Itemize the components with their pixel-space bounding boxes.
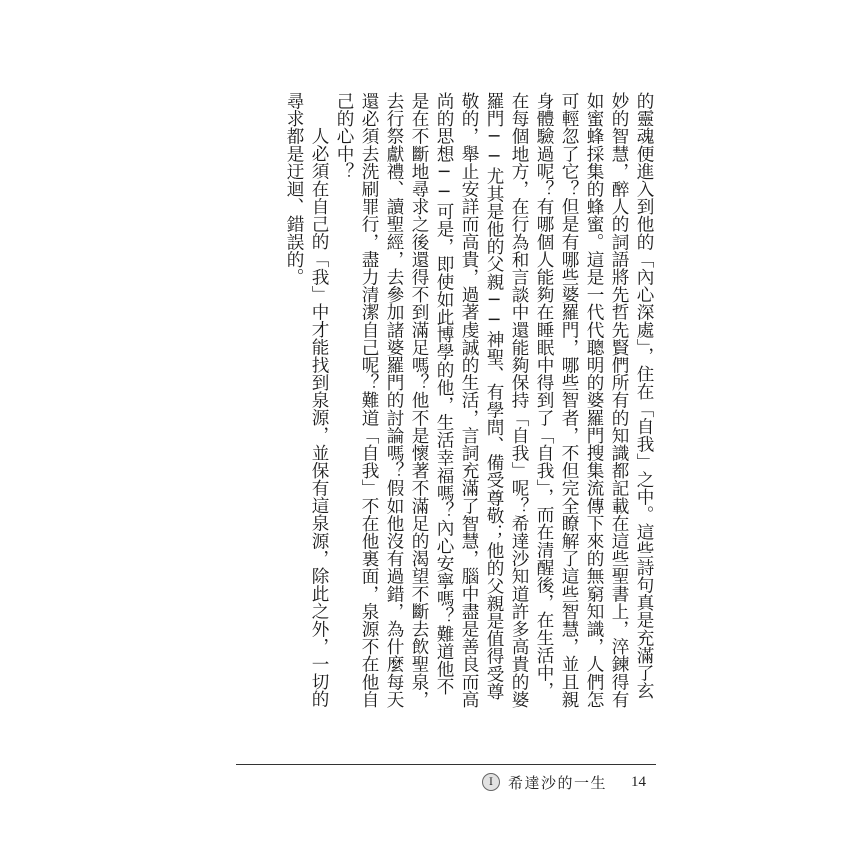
page-number: 14 [631, 773, 647, 790]
paragraph-2: 人必須在自己的「我」中才能找到泉源，並保有這泉源，除此之外，一切的尋求都是迂迴、錯誤的。 [284, 92, 329, 708]
chapter-title: 希達沙的一生 [508, 773, 608, 792]
chapter-badge: I [482, 773, 500, 791]
paragraph-1: 的靈魂便進入到他的「內心深處」，住在「自我」之中。這些詩句真是充滿了玄妙的智慧，醉人的詞語將先哲先賢們所有的知識都記載在這些聖書上，淬鍊得有如蜜蜂採集的蜂蜜。這是一代代聰明的婆羅門搜集流傳下來的無窮知識，人們怎可輕忽了它？但是有哪些婆羅門，哪些智者，不但完全瞭解了這些智慧，並且親身體驗過呢？有哪個人能夠在睡眠中得到了「自我」，而在清醒後，在生活中，在每個地方，在行為和言談中還能夠保持「自我」呢？希達沙知道許多高貴的婆羅門──尤其是他的父親──神聖、有學問、備受尊敬；他的父親是值得受尊敬的，舉止安詳而高貴，過著虔誠的生活，言詞充滿了智慧，腦中盡是善良而高尚的思想──可是，即使如此博學的他，生活幸福嗎？內心安寧嗎？難道他不是在不斷地尋求之後還得不到滿足嗎？他不是懷著不滿足的渴望不斷去飲聖泉，去行祭獻禮、讀聖經，去參加諸婆羅門的討論嗎？假如他沒有過錯，為什麼每天還必須去洗刷罪行，盡力清潔自己呢？難道「自我」不在他裏面，泉源不在他自己的心中？ [334, 92, 654, 708]
page-footer [482, 770, 646, 794]
body-text [226, 92, 656, 712]
footer-divider [236, 764, 656, 765]
